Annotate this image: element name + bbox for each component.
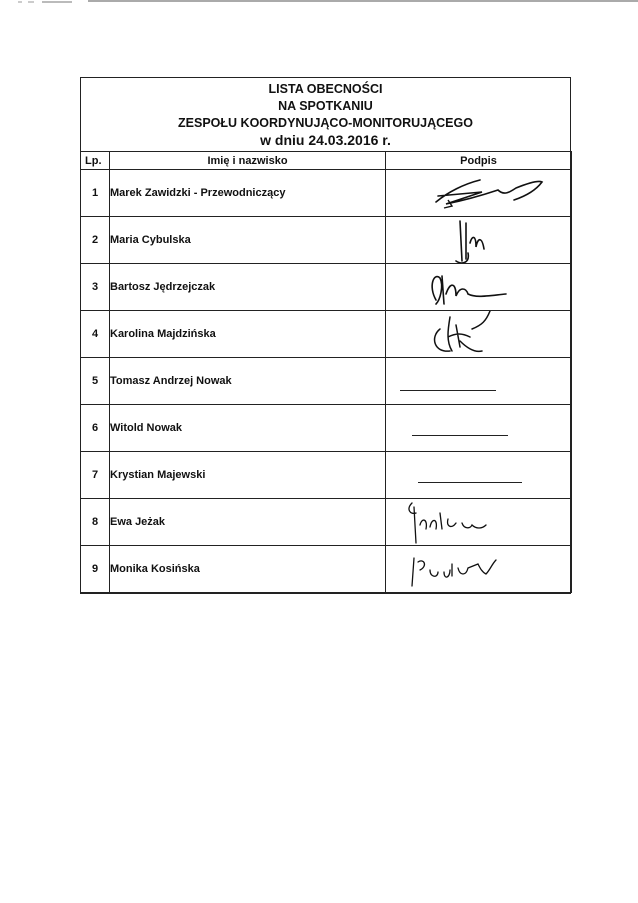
table-row <box>81 217 572 264</box>
attendee-name: Karolina Majdzińska <box>110 311 386 358</box>
row-number: 6 <box>81 405 110 452</box>
signature-cell <box>386 170 572 217</box>
scan-edge-marks <box>0 0 638 8</box>
meeting-date: w dniu 24.03.2016 r. <box>260 132 391 148</box>
header-name: Imię i nazwisko <box>110 152 386 170</box>
signature-cell <box>386 217 572 264</box>
handwritten-signature <box>386 546 572 592</box>
row-number: 2 <box>81 217 110 264</box>
row-number: 3 <box>81 264 110 311</box>
table-header-row <box>81 152 572 170</box>
handwritten-signature <box>386 217 572 263</box>
signature-cell <box>386 358 572 405</box>
signature-cell <box>386 311 572 358</box>
empty-signature-line <box>400 390 496 391</box>
signature-cell <box>386 499 572 546</box>
title-line-2: NA SPOTKANIU <box>278 99 373 113</box>
table-row <box>81 546 572 593</box>
attendee-name: Tomasz Andrzej Nowak <box>110 358 386 405</box>
empty-signature-line <box>412 435 508 436</box>
row-number: 4 <box>81 311 110 358</box>
table-row <box>81 405 572 452</box>
table-row <box>81 264 572 311</box>
table-row <box>81 311 572 358</box>
table-row <box>81 170 572 217</box>
attendee-name: Monika Kosińska <box>110 546 386 593</box>
document-title <box>81 78 570 152</box>
header-lp: Lp. <box>81 152 110 170</box>
table-row <box>81 452 572 499</box>
empty-signature-line <box>418 482 522 483</box>
attendee-name: Krystian Majewski <box>110 452 386 499</box>
attendee-name: Bartosz Jędrzejczak <box>110 264 386 311</box>
handwritten-signature <box>386 170 572 216</box>
row-number: 7 <box>81 452 110 499</box>
attendee-name: Marek Zawidzki - Przewodniczący <box>110 170 386 217</box>
row-number: 8 <box>81 499 110 546</box>
handwritten-signature <box>386 499 572 545</box>
attendance-table <box>80 151 572 593</box>
table-row <box>81 358 572 405</box>
signature-cell <box>386 264 572 311</box>
attendee-name: Ewa Jeżak <box>110 499 386 546</box>
attendee-name: Witold Nowak <box>110 405 386 452</box>
row-number: 5 <box>81 358 110 405</box>
handwritten-signature <box>386 311 572 357</box>
attendee-name: Maria Cybulska <box>110 217 386 264</box>
table-row <box>81 499 572 546</box>
handwritten-signature <box>386 264 572 310</box>
row-number: 1 <box>81 170 110 217</box>
attendance-sheet <box>80 77 571 594</box>
signature-cell <box>386 452 572 499</box>
signature-cell <box>386 405 572 452</box>
row-number: 9 <box>81 546 110 593</box>
header-signature: Podpis <box>386 152 572 170</box>
signature-cell <box>386 546 572 593</box>
title-line-1: LISTA OBECNOŚCI <box>268 82 383 96</box>
title-line-3: ZESPOŁU KOORDYNUJĄCO-MONITORUJĄCEGO <box>178 116 473 130</box>
